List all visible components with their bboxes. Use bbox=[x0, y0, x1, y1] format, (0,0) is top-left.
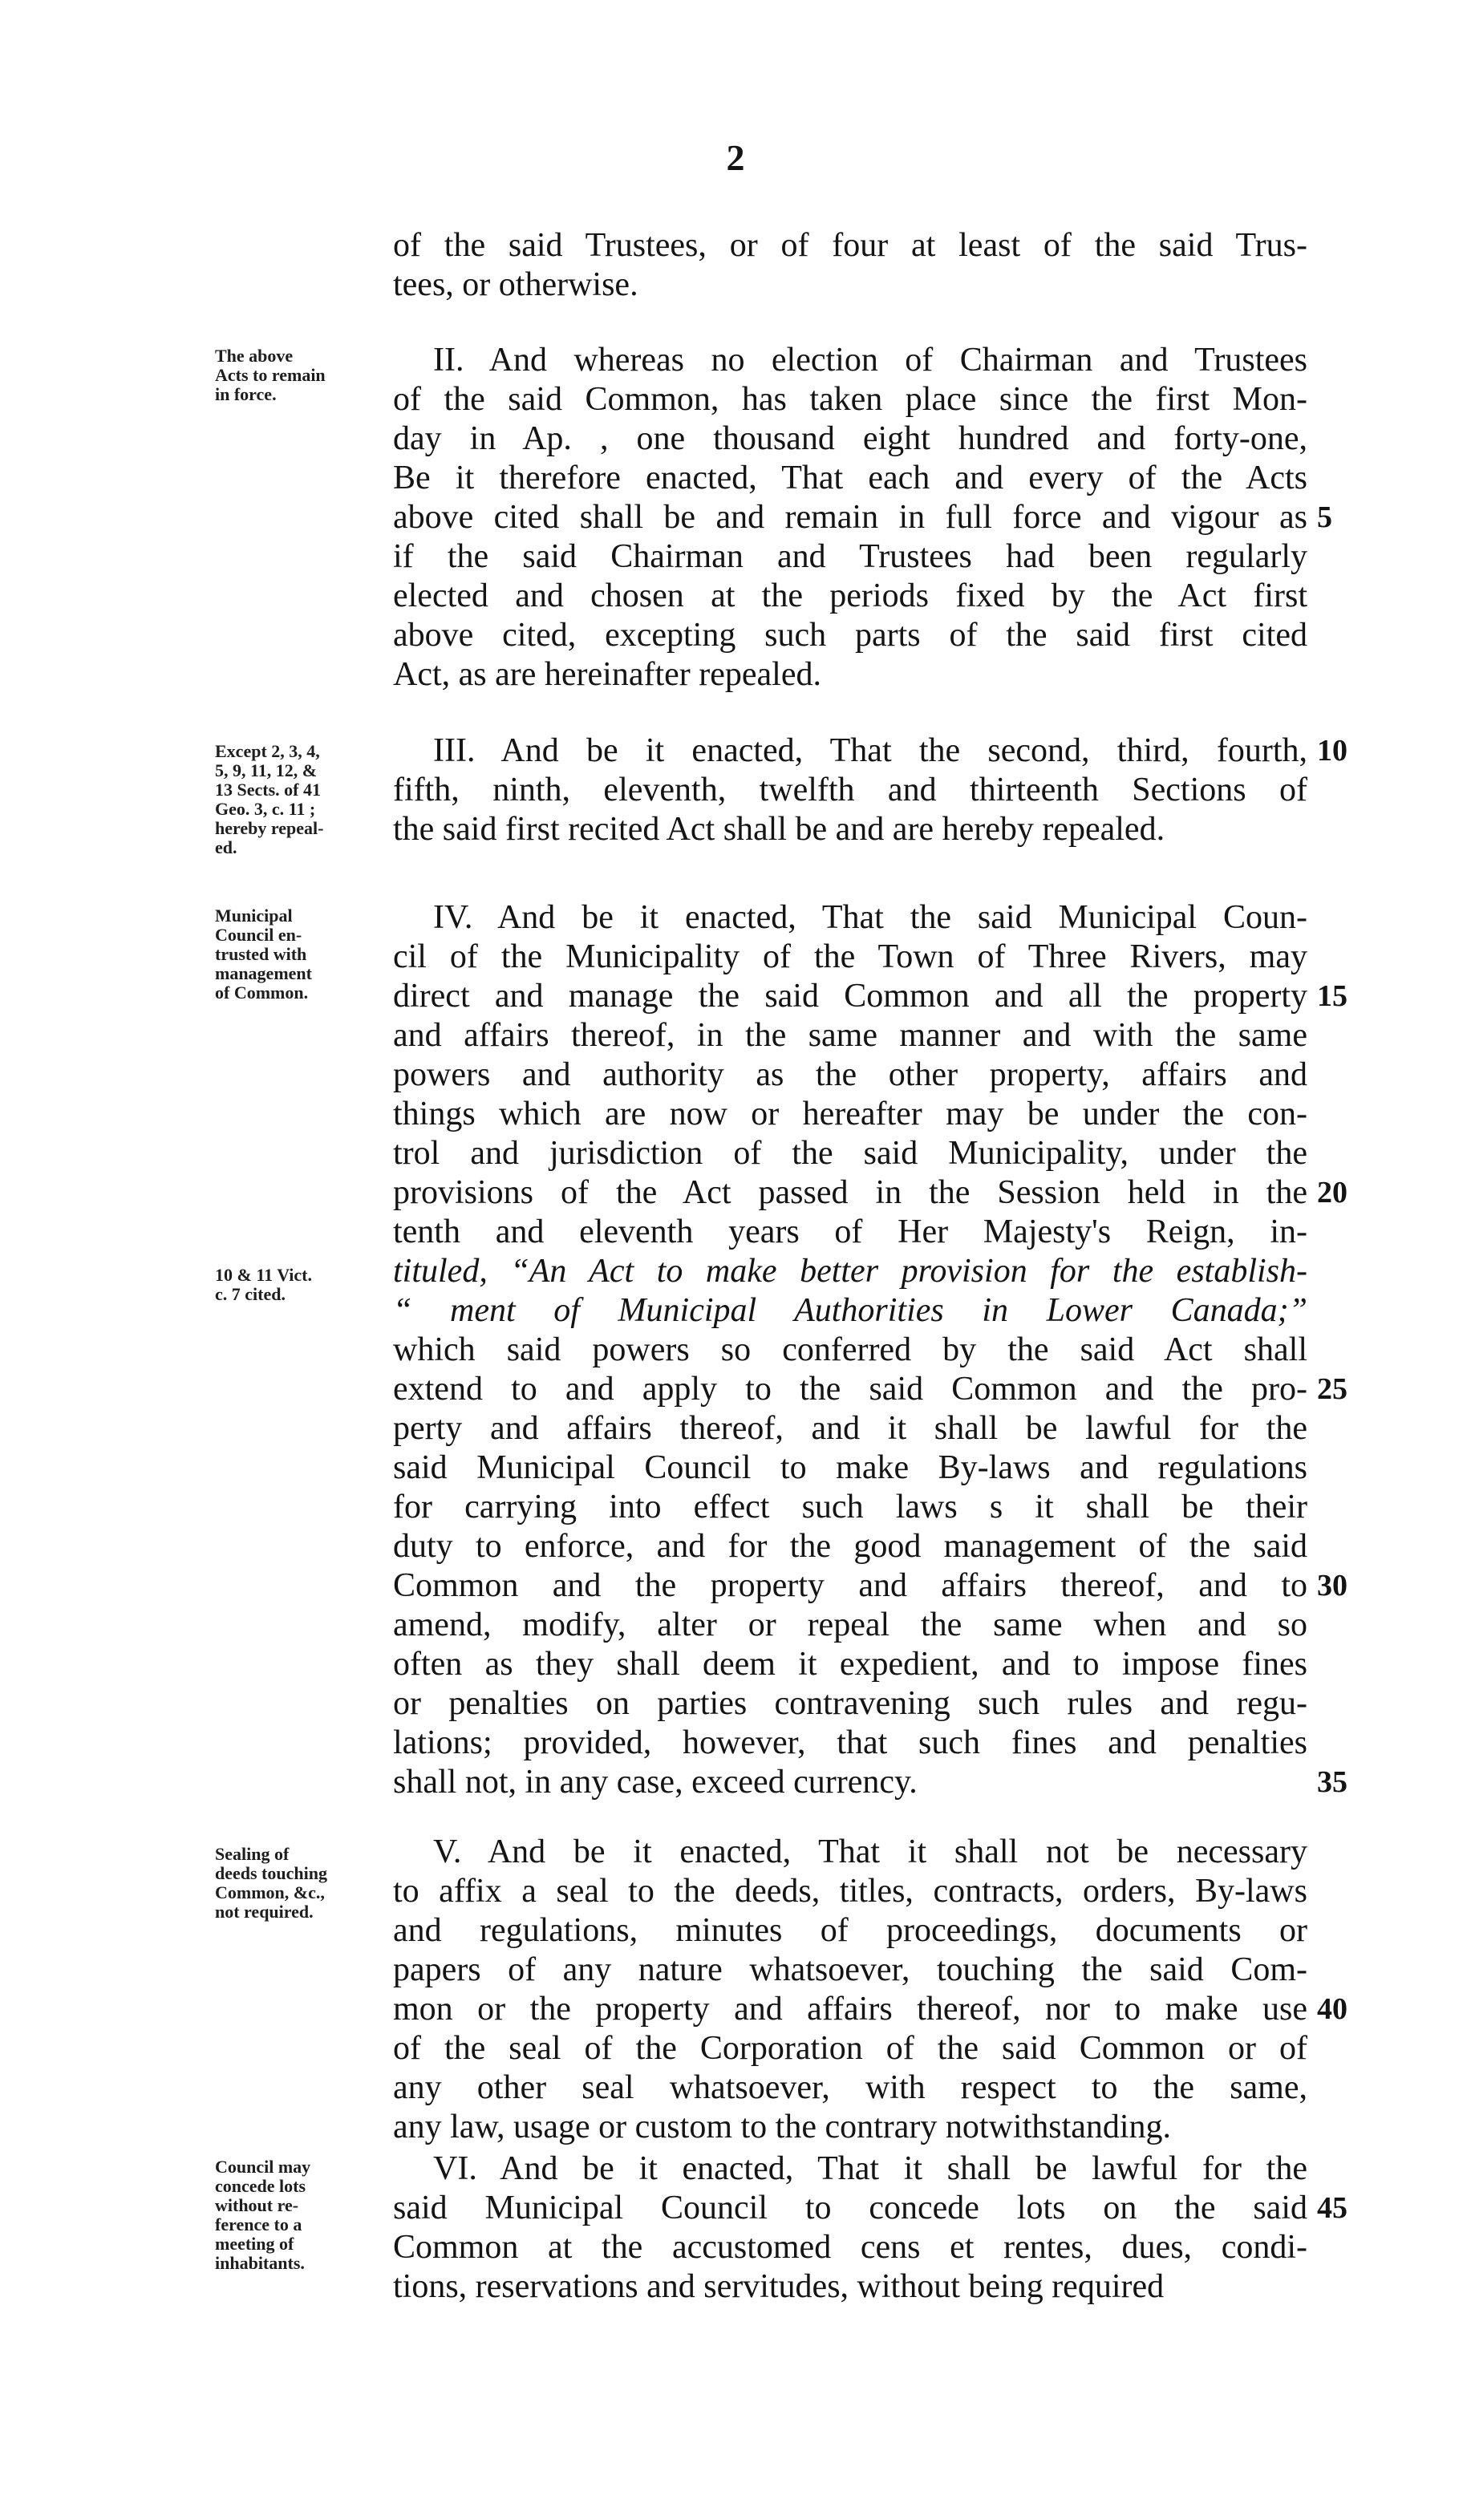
text-line: V. And be it enacted, That it shall not be necessary bbox=[433, 1833, 1307, 1870]
text-line: if the said Chairman and Trustees had been regularly bbox=[393, 538, 1307, 575]
margin-note-line: Common, &c., bbox=[215, 1882, 325, 1902]
margin-note-line: Council en- bbox=[215, 925, 302, 945]
margin-note-line: Sealing of bbox=[215, 1844, 290, 1864]
margin-note-line: 13 Sects. of 41 bbox=[215, 780, 321, 800]
margin-note-line: Except 2, 3, 4, bbox=[215, 741, 320, 761]
margin-note-line: ference to a bbox=[215, 2214, 302, 2234]
text-line: lations; provided, however, that such fines and penalties bbox=[393, 1724, 1307, 1761]
text-line: shall not, in any case, exceed currency. bbox=[393, 1764, 918, 1801]
text-line: to affix a seal to the deeds, titles, contracts, orders, By-laws bbox=[393, 1873, 1307, 1910]
text-line: Common and the property and affairs thereof, and to bbox=[393, 1567, 1307, 1604]
margin-note bbox=[215, 1266, 383, 1304]
text-line: which said powers so conferred by the said Act shall bbox=[393, 1331, 1307, 1368]
text-line: provisions of the Act passed in the Session held in the bbox=[393, 1174, 1307, 1211]
margin-note bbox=[215, 2157, 383, 2273]
text-line: trol and jurisdiction of the said Municipality, under the bbox=[393, 1135, 1307, 1172]
text-line: cil of the Municipality of the Town of Three Rivers, may bbox=[393, 938, 1307, 975]
text-line: the said first recited Act shall be and are hereby repealed. bbox=[393, 811, 1165, 848]
text-line: extend to and apply to the said Common and the pro- bbox=[393, 1371, 1307, 1408]
text-line: any other seal whatsoever, with respect to the same, bbox=[393, 2069, 1307, 2106]
line-number: 40 bbox=[1317, 1992, 1347, 2026]
text-line: things which are now or hereafter may be under the con- bbox=[393, 1096, 1307, 1132]
line-number: 10 bbox=[1317, 734, 1347, 768]
text-line: said Municipal Council to concede lots on the said bbox=[393, 2190, 1307, 2226]
text-line: above cited, excepting such parts of the said first cited bbox=[393, 617, 1307, 654]
margin-note-line: not required. bbox=[215, 1902, 314, 1922]
margin-note bbox=[215, 742, 383, 857]
margin-note-line: without re- bbox=[215, 2195, 299, 2215]
margin-note-line: Council may bbox=[215, 2157, 311, 2177]
text-line: above cited shall be and remain in full force and vigour as bbox=[393, 499, 1307, 536]
margin-note-line: The above bbox=[215, 346, 294, 366]
text-line: VI. And be it enacted, That it shall be lawful for the bbox=[433, 2150, 1307, 2187]
text-line: powers and authority as the other property, affairs and bbox=[393, 1056, 1307, 1093]
text-line: elected and chosen at the periods fixed by the Act first bbox=[393, 577, 1307, 614]
margin-note-line: management bbox=[215, 963, 312, 983]
text-line: of the seal of the Corporation of the said Common or of bbox=[393, 2030, 1307, 2067]
text-line: Be it therefore enacted, That each and every of the Acts bbox=[393, 460, 1307, 496]
text-line: mon or the property and affairs thereof, nor to make use bbox=[393, 1991, 1307, 2028]
text-line: Act, as are hereinafter repealed. bbox=[393, 656, 821, 693]
text-line: of the said Common, has taken place since the first Mon- bbox=[393, 381, 1307, 418]
text-line: and regulations, minutes of proceedings, documents or bbox=[393, 1912, 1307, 1949]
text-line: Common at the accustomed cens et rentes, dues, condi- bbox=[393, 2229, 1307, 2266]
text-line: of the said Trustees, or of four at least of the said Trus- bbox=[393, 227, 1307, 264]
text-line: tituled, “An Act to make better provision for the establish- bbox=[393, 1253, 1307, 1290]
text-line: amend, modify, alter or repeal the same when and so bbox=[393, 1606, 1307, 1643]
text-line: for carrying into effect such laws s it shall be their bbox=[393, 1489, 1307, 1525]
text-line: tions, reservations and servitudes, without being required bbox=[393, 2268, 1165, 2305]
margin-note-line: inhabitants. bbox=[215, 2253, 305, 2273]
text-line: said Municipal Council to make By-laws and regulations bbox=[393, 1449, 1307, 1486]
text-line: “ ment of Municipal Authorities in Lower Canada;” bbox=[393, 1292, 1307, 1329]
text-line: and affairs thereof, in the same manner and with the same bbox=[393, 1017, 1307, 1054]
margin-note-line: concede lots bbox=[215, 2176, 306, 2196]
text-line: or penalties on parties contravening such rules and regu- bbox=[393, 1685, 1307, 1722]
margin-note bbox=[215, 346, 383, 404]
margin-note-line: trusted with bbox=[215, 944, 307, 964]
text-line: papers of any nature whatsoever, touching the said Com- bbox=[393, 1951, 1307, 1988]
margin-note-line: hereby repeal- bbox=[215, 818, 324, 838]
text-line: direct and manage the said Common and all the property bbox=[393, 978, 1307, 1015]
page-number: 2 bbox=[726, 137, 745, 178]
margin-note-line: 5, 9, 11, 12, & bbox=[215, 760, 318, 780]
text-line: tees, or otherwise. bbox=[393, 266, 638, 303]
text-line: II. And whereas no election of Chairman and Trustees bbox=[433, 342, 1307, 379]
margin-note-line: in force. bbox=[215, 384, 277, 404]
text-line: fifth, ninth, eleventh, twelfth and thirteenth Sections of bbox=[393, 772, 1307, 808]
line-number: 25 bbox=[1317, 1372, 1347, 1406]
line-number: 5 bbox=[1317, 500, 1332, 534]
text-line: duty to enforce, and for the good management of the said bbox=[393, 1528, 1307, 1565]
text-line: perty and affairs thereof, and it shall be lawful for the bbox=[393, 1410, 1307, 1447]
margin-note-line: of Common. bbox=[215, 982, 309, 1003]
text-line: often as they shall deem it expedient, and to impose fines bbox=[393, 1646, 1307, 1683]
margin-note-line: Geo. 3, c. 11 ; bbox=[215, 799, 316, 819]
margin-note-line: Acts to remain bbox=[215, 365, 326, 385]
margin-note bbox=[215, 906, 383, 1003]
line-number: 15 bbox=[1317, 979, 1347, 1013]
text-line: day in Ap. , one thousand eight hundred and forty-one, bbox=[393, 420, 1307, 457]
margin-note-line: ed. bbox=[215, 837, 237, 857]
margin-note-line: c. 7 cited. bbox=[215, 1284, 286, 1304]
line-number: 20 bbox=[1317, 1176, 1347, 1209]
text-line: tenth and eleventh years of Her Majesty's Reign, in- bbox=[393, 1213, 1307, 1250]
line-number: 45 bbox=[1317, 2191, 1347, 2225]
margin-note-line: 10 & 11 Vict. bbox=[215, 1265, 312, 1285]
margin-note-line: meeting of bbox=[215, 2234, 294, 2254]
line-number: 35 bbox=[1317, 1765, 1347, 1799]
text-line: IV. And be it enacted, That the said Municipal Coun- bbox=[433, 899, 1307, 936]
text-line: III. And be it enacted, That the second, third, fourth, bbox=[433, 732, 1307, 769]
margin-note-line: Municipal bbox=[215, 905, 293, 926]
line-number: 30 bbox=[1317, 1569, 1347, 1602]
text-line: any law, usage or custom to the contrary notwithstanding. bbox=[393, 2109, 1172, 2145]
margin-note bbox=[215, 1845, 383, 1922]
margin-note-line: deeds touching bbox=[215, 1863, 327, 1883]
